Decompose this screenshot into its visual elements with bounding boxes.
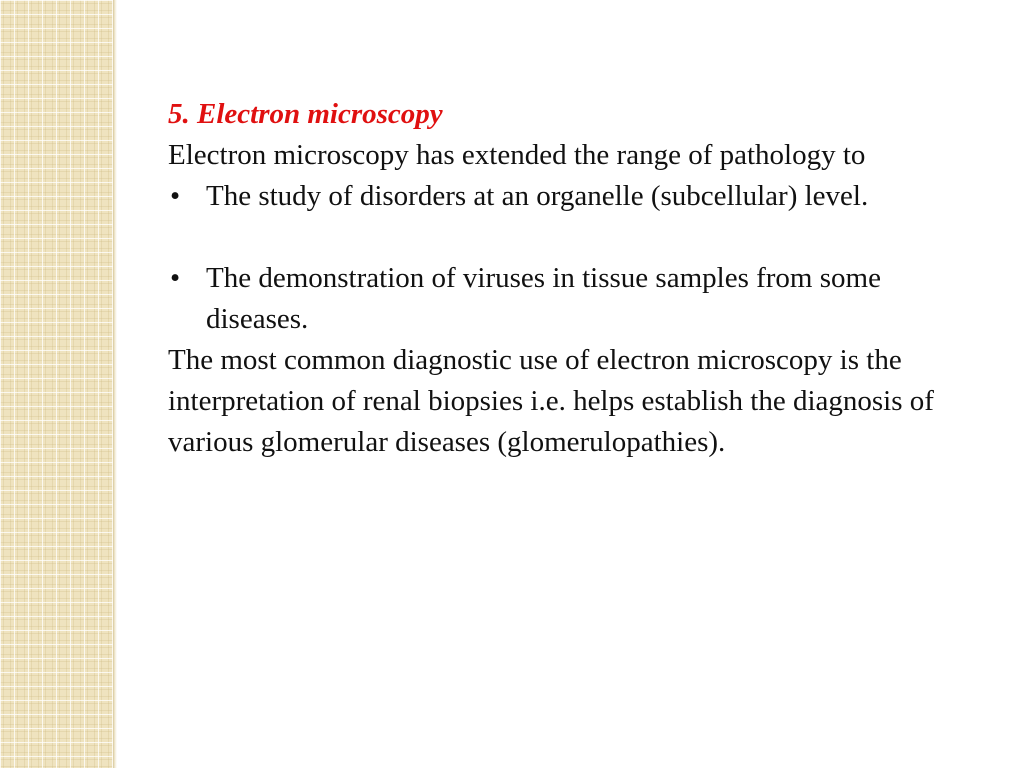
closing-paragraph: The most common diagnostic use of electron microscopy is the interpretation of renal biopsies i.e. helps establish the diagnosis of various glomerular diseases (glomerulopathies). [168,344,934,458]
bullet-dot-icon: • [170,180,181,212]
bullet-dot-icon: • [170,262,181,294]
slide-heading: 5. Electron microscopy [168,98,443,130]
decorative-sidebar-pattern [0,0,113,768]
bullet-item-2 [168,258,988,340]
slide-content [168,94,988,463]
bullet-item-1 [168,176,988,217]
bullet-text-2: The demonstration of viruses in tissue samples from some diseases. [206,262,881,335]
bullet-text-1: The study of disorders at an organelle (subcellular) level. [206,180,869,212]
spacer [168,217,988,258]
sidebar-edge [113,0,117,768]
intro-paragraph: Electron microscopy has extended the range of pathology to [168,139,866,171]
